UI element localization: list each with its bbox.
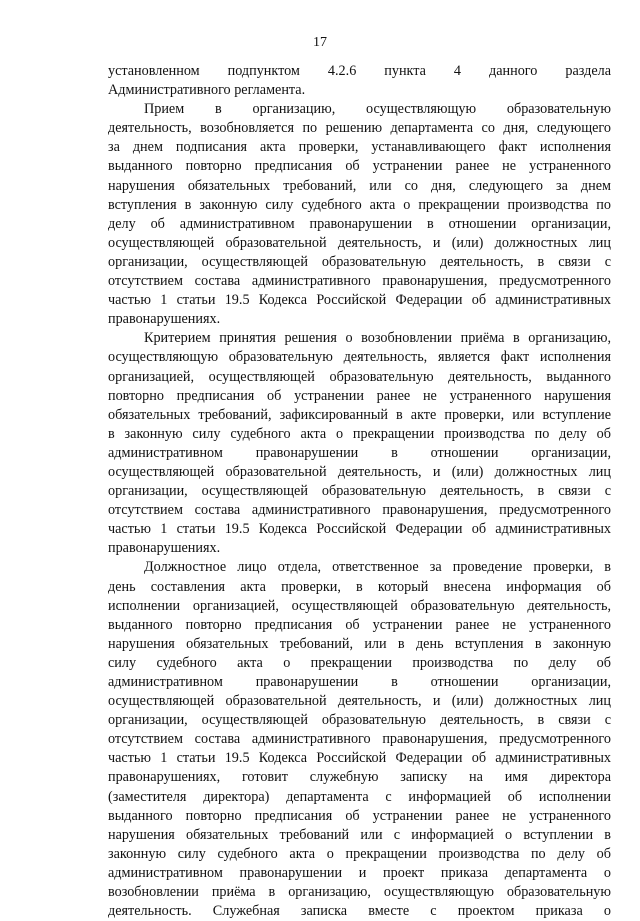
text-line: день составления акта проверки, в который внесена информация об: [108, 578, 611, 595]
text-line: силу судебного акта о прекращении производства по делу об: [108, 654, 611, 671]
text-line: организации, осуществляющей образовательную деятельность, в связи с: [108, 483, 611, 500]
text-line: нарушения обязательных требований, или в день вступления в законную: [108, 635, 611, 652]
text-line: обязательных требований, зафиксированный в акте проверки, или вступление: [108, 406, 611, 423]
text-line: административном правонарушении в отношении организации,: [108, 444, 611, 461]
text-line: отсутствием состава административного правонарушения, предусмотренного: [108, 731, 611, 748]
text-line: организации, осуществляющей образовательную деятельность, в связи с: [108, 253, 611, 270]
page-number: 17: [313, 35, 327, 50]
text-line: нарушения обязательных требований или с информацией о вступлении в: [108, 826, 611, 843]
text-line: осуществляющей образовательной деятельность, и (или) должностных лиц: [108, 234, 611, 251]
text-line: правонарушениях, готовит служебную записку на имя директора: [108, 769, 611, 786]
text-line: выданного повторно предписания об устранении ранее не устраненного: [108, 158, 611, 175]
text-line: правонарушениях.: [108, 311, 221, 328]
text-line: административном правонарушении в отношении организации,: [108, 674, 611, 690]
text-line: отсутствием состава административного правонарушения, предусмотренного: [108, 273, 611, 290]
text-line: Административного регламента.: [108, 82, 306, 99]
text-line: отсутствием состава административного правонарушения, предусмотренного: [108, 502, 611, 519]
text-line: правонарушениях.: [108, 540, 221, 557]
text-line: выданного повторно предписания об устранении ранее не устраненного: [108, 616, 611, 633]
text-line: организацией, осуществляющей образовательную деятельность, выданного: [108, 368, 611, 385]
text-line: Прием в организацию, осуществляющую образовательную: [144, 101, 611, 118]
text-line: в законную силу судебного акта о прекращении производства по делу об: [108, 425, 611, 442]
text-line: исполнении организацией, осуществляющей образовательную деятельность,: [108, 597, 611, 614]
text-line: Критерием принятия решения о возобновлении приёма в организацию,: [144, 330, 611, 347]
text-line: (заместителя директора) департамента с информацией об исполнении: [108, 788, 611, 805]
text-line: за днем подписания акта проверки, устанавливающего факт исполнения: [108, 139, 611, 156]
text-line: выданного повторно предписания об устранении ранее не устраненного: [108, 807, 611, 824]
text-line: Должностное лицо отдела, ответственное за проведение проверки, в: [144, 559, 611, 576]
text-line: делу об административном правонарушении в отношении организации,: [108, 215, 611, 232]
text-line: установленном подпунктом 4.2.6 пункта 4 данного раздела: [108, 63, 611, 79]
text-line: частью 1 статьи 19.5 Кодекса Российской Федерации об административных: [108, 521, 611, 538]
text-line: осуществляющей образовательной деятельность, и (или) должностных лиц: [108, 693, 611, 710]
text-line: осуществляющей образовательной деятельность, и (или) должностных лиц: [108, 463, 611, 480]
text-line: деятельность. Служебная записка вместе с проектом приказа о: [108, 903, 611, 920]
text-line: осуществляющую образовательную деятельность, является факт исполнения: [108, 349, 611, 366]
text-line: возобновлении приёма в организацию, осуществляющую образовательную: [108, 884, 611, 901]
text-line: административном правонарушении и проект приказа департамента о: [108, 864, 611, 881]
text-line: повторно предписания об устранении ранее не устраненного нарушения: [108, 387, 611, 404]
text-line: деятельность, возобновляется по решению департамента со дня, следующего: [108, 120, 611, 137]
text-line: организации, осуществляющей образовательную деятельность, в связи с: [108, 712, 611, 729]
text-line: частью 1 статьи 19.5 Кодекса Российской Федерации об административных: [108, 750, 611, 767]
text-line: законную силу судебного акта о прекращении производства по делу об: [108, 845, 611, 862]
text-line: вступления в законную силу судебного акта о прекращении производства по: [108, 196, 611, 213]
text-line: частью 1 статьи 19.5 Кодекса Российской Федерации об административных: [108, 292, 611, 309]
text-line: нарушения обязательных требований, или со дня, следующего за днем: [108, 177, 611, 194]
body-text: [108, 62, 611, 921]
